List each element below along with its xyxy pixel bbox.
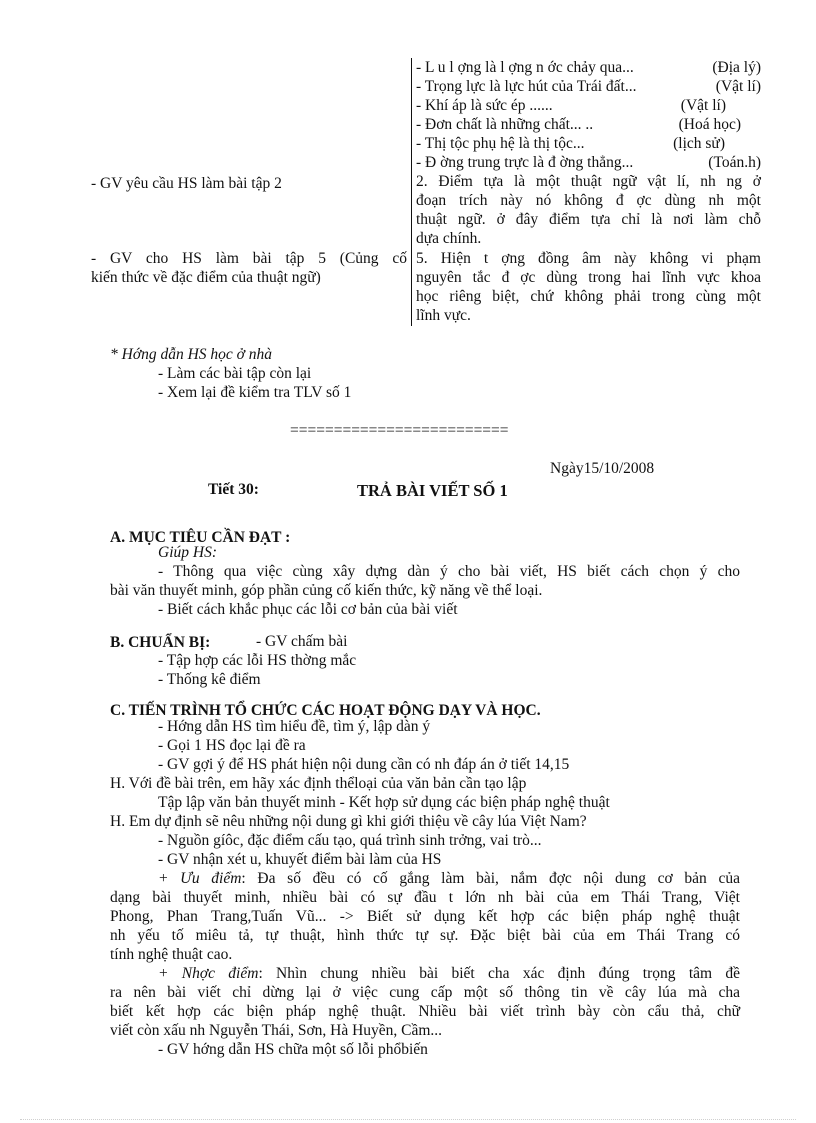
homework-item: - Xem lại đề kiểm tra TLV số 1 [158, 384, 352, 401]
section-c-step: - Hớng dẫn HS tìm hiểu đề, tìm ý, lập dàn ý [158, 718, 431, 735]
answer: - GV nhận xét u, khuyết điểm bài làm của HS [158, 851, 442, 868]
section-c-heading: C. TIẾN TRÌNH TỔ CHỨC CÁC HOẠT ĐỘNG DẠY VÀ HỌC. [110, 702, 541, 719]
homework-heading: * Hớng dẫn HS học ở nhà [110, 346, 273, 363]
example-item: - L u l ợng là l ợng n ớc chảy qua... (Địa lý) [416, 59, 761, 76]
table-divider [411, 58, 412, 326]
section-a-paragraph: - Thông qua việc cùng xây dựng dàn ý cho bài viết, HS biết cách chọn ý cho bài văn thuyết minh, góp phần củng cố kiến thức, kỹ năng về thể loại. [110, 563, 740, 599]
page-bottom-border [20, 1119, 796, 1120]
section-c-step: - GV gợi ý để HS phát hiện nội dung cần có nh đáp án ở tiết 14,15 [158, 756, 570, 773]
section-c-step: - Gọi 1 HS đọc lại đề ra [158, 737, 306, 754]
example-list [416, 58, 761, 172]
lesson-title: TRẢ BÀI VIẾT SỐ 1 [357, 481, 508, 500]
example-item: - Đ ờng trung trực là đ ờng thẳng... (Toán.h) [416, 154, 761, 171]
section-a-sub: Giúp HS: [158, 544, 217, 561]
example-item: - Trọng lực là lực hút của Trái đất... (Vật lí) [416, 78, 761, 95]
cons-label: + Nhợc điểm [158, 965, 259, 982]
row3-right: 5. Hiện t ợng đồng âm này không vi phạm nguyên tắc đ ợc dùng trong hai lĩnh vực khoa học riêng biệt, chứ không phải trong cùng một lĩnh vực. [416, 250, 761, 324]
row3-left: - GV cho HS làm bài tập 5 (Củng cố kiến thức về đặc điểm của thuật ngữ) [91, 250, 407, 286]
section-a-heading: A. MỤC TIÊU CẦN ĐẠT : [110, 529, 291, 546]
section-b-heading: B. CHUẨN BỊ: [110, 634, 211, 651]
pros-label: + Ưu điểm [158, 870, 242, 887]
row2-left: - GV yêu cầu HS làm bài tập 2 [91, 175, 282, 192]
section-b-item: - Tập hợp các lỗi HS thờng mắc [158, 652, 357, 669]
answer: - Nguồn gíôc, đặc điểm cấu tạo, quá trình sinh trởng, vai trò... [158, 832, 542, 849]
answer: Tập lập văn bản thuyết minh - Kết hợp sử dụng các biện pháp nghệ thuật [158, 794, 610, 811]
section-a-item: - Biết cách khắc phục các lỗi cơ bản của bài viết [158, 601, 458, 618]
homework-item: - Làm các bài tập còn lại [158, 365, 312, 382]
lesson-date: Ngày15/10/2008 [550, 460, 655, 477]
final-step: - GV hớng dẫn HS chữa một số lỗi phổbiến [158, 1041, 428, 1058]
example-item: - Đơn chất là những chất... .. (Hoá học) [416, 116, 741, 133]
cons-paragraph: + Nhợc điểm: Nhìn chung nhiều bài biết cha xác định đúng trọng tâm đề ra nên bài viết chỉ dừng lại ở việc cung cấp một số thông tin về cây lúa mà cha biết kết hợp các biện pháp nghệ thuật. Nhiều bài viết trình bày còn cẩu thả, chữ viết còn xấu nh Nguyễn Thái, Sơn, Hà Huyền, Cầm... [110, 965, 740, 1039]
example-item: - Thị tộc phụ hệ là thị tộc... (lịch sử) [416, 135, 725, 152]
row2-right: 2. Điểm tựa là một thuật ngữ vật lí, nh ng ở đoạn trích này nó không đ ợc dùng nh một thuật ngữ. ở đây điểm tựa chỉ là nơi làm chỗ dựa chính. [416, 173, 761, 247]
section-b-item: - GV chấm bài [256, 633, 348, 650]
lesson-table [88, 58, 768, 326]
section-separator: ========================= [290, 422, 509, 439]
lesson-number: Tiết 30: [208, 481, 259, 498]
section-b-item: - Thống kê điểm [158, 671, 261, 688]
pros-paragraph: + Ưu điểm: Đa số đều có cố gắng làm bài, nắm đợc nội dung cơ bản của dạng bài thuyết minh, nhiều bài có sự đầu t lớn nh bài của em Thái Trang, Việt Phong, Phan Trang,Tuấn Vũ... -> Biết sử dụng kết hợp các biện pháp nghệ thuật nh yếu tố miêu tả, tự thuật, hình thức tự sự. Đặc biệt bài của em Thái Trang có tính nghệ thuật cao. [110, 870, 740, 963]
question: H. Với đề bài trên, em hãy xác định thểloại của văn bản cần tạo lập [110, 775, 527, 792]
question: H. Em dự định sẽ nêu những nội dung gì khi giới thiệu về cây lúa Việt Nam? [110, 813, 587, 830]
example-item: - Khí áp là sức ép ...... (Vật lí) [416, 97, 726, 114]
